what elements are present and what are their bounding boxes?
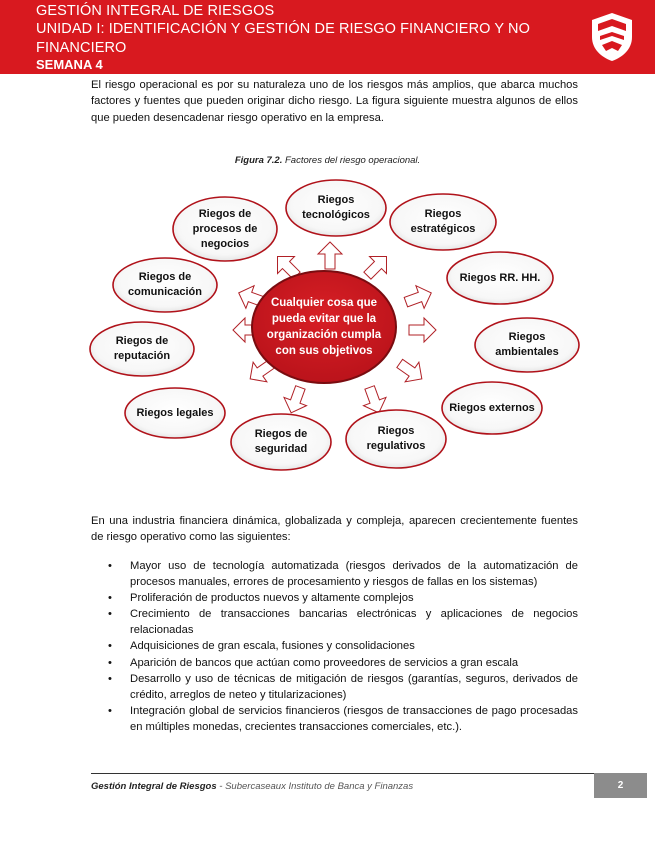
course-title: GESTIÓN INTEGRAL DE RIESGOS <box>36 3 275 19</box>
node-label: Riegos legales <box>136 406 214 419</box>
footer-separator: - <box>216 781 226 792</box>
footer-text <box>91 781 413 792</box>
node-label: Riegos de seguridad <box>254 428 308 455</box>
figure-title: Factores del riesgo operacional. <box>284 155 421 166</box>
node-label: Riegos estratégicos <box>410 208 476 235</box>
risk-factors-diagram <box>80 172 580 472</box>
list-item: • Integración global de servicios financieros (riesgos de transacciones de pago procesadas en múltiples monedas, crecientes transacciones comerciales, etc.). <box>108 704 578 733</box>
page-number: 2 <box>594 773 647 798</box>
second-paragraph: En una industria financiera dinámica, globalizada y compleja, aparecen crecientemente fuentes de riesgo operativo como las siguientes: <box>91 515 578 544</box>
node-label: Riegos ambientales <box>495 331 559 358</box>
list-item: • Proliferación de productos nuevos y altamente complejos <box>108 590 578 606</box>
bullet-icon: • <box>108 672 112 685</box>
bullet-icon: • <box>108 608 112 621</box>
bullet-icon: • <box>108 560 112 572</box>
arrow-up-right <box>359 248 395 284</box>
center-label: Cualquier cosa que pueda evitar que la organización cumpla con sus objetivos <box>266 297 382 357</box>
arrow-right <box>409 318 436 342</box>
list-item: • Aparición de bancos que actúan como proveedores de servicios a gran escala <box>108 655 578 671</box>
node-label: Riegos externos <box>449 401 535 414</box>
arrow-down-left <box>280 383 312 417</box>
node-label: Riegos regulativos <box>366 425 426 452</box>
footer-divider <box>91 773 594 774</box>
arrow-right-lower <box>393 354 429 389</box>
shield-logo-icon <box>588 11 636 63</box>
bullet-icon: • <box>108 704 112 717</box>
bullet-icon: • <box>108 640 112 653</box>
figure-number: Figura 7.2. <box>234 155 283 166</box>
list-item: • Mayor uso de tecnología automatizada (riesgos derivados de la automatización de procesos manuales, errores de procesamiento y riesgos de fallas en los sistemas) <box>108 560 578 589</box>
arrow-right-upper <box>402 282 436 314</box>
list-item: • Adquisiciones de gran escala, fusiones y consolidaciones <box>108 638 578 654</box>
bullet-icon: • <box>108 592 112 605</box>
header-band <box>0 0 655 74</box>
node-label: Riegos RR. HH. <box>459 271 541 284</box>
bullet-icon: • <box>108 656 112 669</box>
week-label: SEMANA 4 <box>36 57 103 72</box>
unit-title-continued: FINANCIERO <box>36 40 127 56</box>
risk-sources-list <box>108 558 578 735</box>
footer-institute: Subercaseaux Instituto de Banca y Finanzas <box>225 781 414 792</box>
node-label: Riegos tecnológicos <box>302 194 370 221</box>
footer-course: Gestión Integral de Riesgos <box>91 781 217 792</box>
figure-caption <box>0 155 655 166</box>
node-label: Riegos de procesos de negocios <box>192 207 258 250</box>
unit-title: UNIDAD I: IDENTIFICACIÓN Y GESTIÓN DE RIESGO FINANCIERO Y NO <box>36 21 530 37</box>
list-item: • Crecimiento de transacciones bancarias electrónicas y aplicaciones de negocios relacionadas <box>108 608 578 637</box>
list-item: • Desarrollo y uso de técnicas de mitigación de riesgos (garantías, seguros, derivados de crédito, arreglos de neteo y titularizaciones) <box>108 672 578 701</box>
node-label: Riegos de comunicación <box>128 271 202 298</box>
arrow-up <box>318 242 342 269</box>
intro-paragraph: El riesgo operacional es por su naturaleza uno de los riesgos más amplios, que abarca muchos factores y fuentes que pueden originar dicho riesgo. La figura siguiente muestra algunos de ellos que pueden desencadenar riesgo operativo en la empresa. <box>91 79 578 124</box>
node-label: Riegos de reputación <box>113 335 171 362</box>
